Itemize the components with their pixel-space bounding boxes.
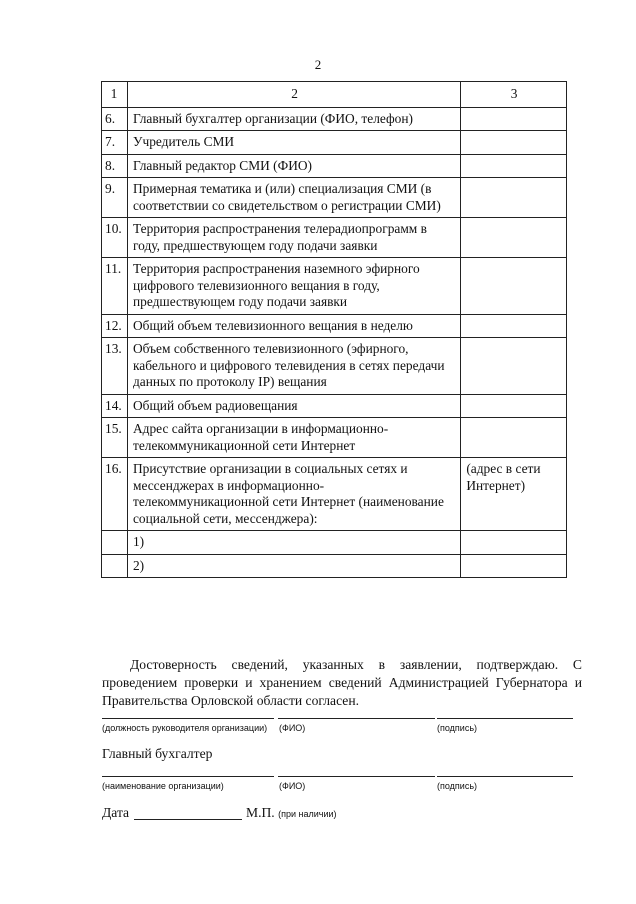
row-number xyxy=(102,531,128,555)
fio-line-2 xyxy=(278,776,435,777)
row-value xyxy=(461,314,567,338)
row-number: 16. xyxy=(102,458,128,531)
row-description: Учредитель СМИ xyxy=(127,131,460,155)
date-line xyxy=(134,819,242,820)
mp-label: М.П. xyxy=(246,805,275,820)
row-number xyxy=(102,554,128,578)
organization-line xyxy=(102,776,274,777)
application-table xyxy=(101,81,567,578)
row-number: 10. xyxy=(102,218,128,258)
table-row xyxy=(102,314,567,338)
row-description: Присутствие организации в социальных сетях и мессенджерах в информационно-телекоммуникационной сети Интернет (наименование социальной сети, мессенджера): xyxy=(127,458,460,531)
table-row xyxy=(102,178,567,218)
row-value: (адрес в сети Интернет) xyxy=(461,458,567,531)
row-description: Объем собственного телевизионного (эфирного, кабельного и цифрового телевидения в сетях передачи данных по протоколу IP) вещания xyxy=(127,338,460,395)
chief-accountant-label: Главный бухгалтер xyxy=(102,746,213,761)
row-value xyxy=(461,554,567,578)
row-description: Общий объем радиовещания xyxy=(127,394,460,418)
table-row xyxy=(102,338,567,395)
row-value xyxy=(461,107,567,131)
row-number: 12. xyxy=(102,314,128,338)
row-description: Главный бухгалтер организации (ФИО, телефон) xyxy=(127,107,460,131)
table-row xyxy=(102,531,567,555)
fio-caption-2: (ФИО) xyxy=(279,781,306,791)
header-col-3: 3 xyxy=(461,82,567,108)
table-row xyxy=(102,258,567,315)
row-number: 14. xyxy=(102,394,128,418)
position-caption: (должность руководителя организации) xyxy=(102,723,268,733)
row-number: 6. xyxy=(102,107,128,131)
stamp-label xyxy=(246,805,337,821)
page-number: 2 xyxy=(314,57,322,72)
table-header-row xyxy=(102,82,567,108)
row-number: 13. xyxy=(102,338,128,395)
row-value xyxy=(461,338,567,395)
organization-caption: (наименование организации) xyxy=(102,781,224,791)
row-description: Адрес сайта организации в информационно-телекоммуникационной сети Интернет xyxy=(127,418,460,458)
row-value xyxy=(461,154,567,178)
row-value xyxy=(461,131,567,155)
row-value xyxy=(461,418,567,458)
signature-caption-2: (подпись) xyxy=(437,781,478,791)
row-description: Территория распространения телерадиопрограмм в году, предшествующем году подачи заявки xyxy=(127,218,460,258)
table-row xyxy=(102,394,567,418)
row-value xyxy=(461,394,567,418)
row-number: 15. xyxy=(102,418,128,458)
table-row xyxy=(102,418,567,458)
row-number: 11. xyxy=(102,258,128,315)
signature-line-2 xyxy=(437,776,573,777)
row-description: Территория распространения наземного эфирного цифрового телевизионного вещания в году, предшествующем году подачи заявки xyxy=(127,258,460,315)
row-number: 9. xyxy=(102,178,128,218)
header-col-2: 2 xyxy=(127,82,460,108)
row-description: Общий объем телевизионного вещания в неделю xyxy=(127,314,460,338)
row-number: 8. xyxy=(102,154,128,178)
row-description: 1) xyxy=(127,531,460,555)
row-number: 7. xyxy=(102,131,128,155)
fio-caption-1: (ФИО) xyxy=(279,723,306,733)
row-description: Примерная тематика и (или) специализация СМИ (в соответствии со свидетельством о регистрации СМИ) xyxy=(127,178,460,218)
table-row xyxy=(102,107,567,131)
table-row xyxy=(102,554,567,578)
row-description: 2) xyxy=(127,554,460,578)
confirmation-paragraph: Достоверность сведений, указанных в заявлении, подтверждаю. С проведением проверки и хранением сведений Администрацией Губернатора и Правительства Орловской области согласен. xyxy=(102,657,582,708)
row-value xyxy=(461,258,567,315)
row-value xyxy=(461,218,567,258)
fio-line-1 xyxy=(278,718,435,719)
table-row xyxy=(102,154,567,178)
signature-caption-1: (подпись) xyxy=(437,723,478,733)
date-label: Дата xyxy=(102,805,130,820)
signature-line-1 xyxy=(437,718,573,719)
position-line xyxy=(102,718,274,719)
row-value xyxy=(461,531,567,555)
table-row xyxy=(102,131,567,155)
table-row xyxy=(102,458,567,531)
row-value xyxy=(461,178,567,218)
mp-note: (при наличии) xyxy=(278,809,337,819)
row-description: Главный редактор СМИ (ФИО) xyxy=(127,154,460,178)
table-row xyxy=(102,218,567,258)
header-col-1: 1 xyxy=(102,82,128,108)
